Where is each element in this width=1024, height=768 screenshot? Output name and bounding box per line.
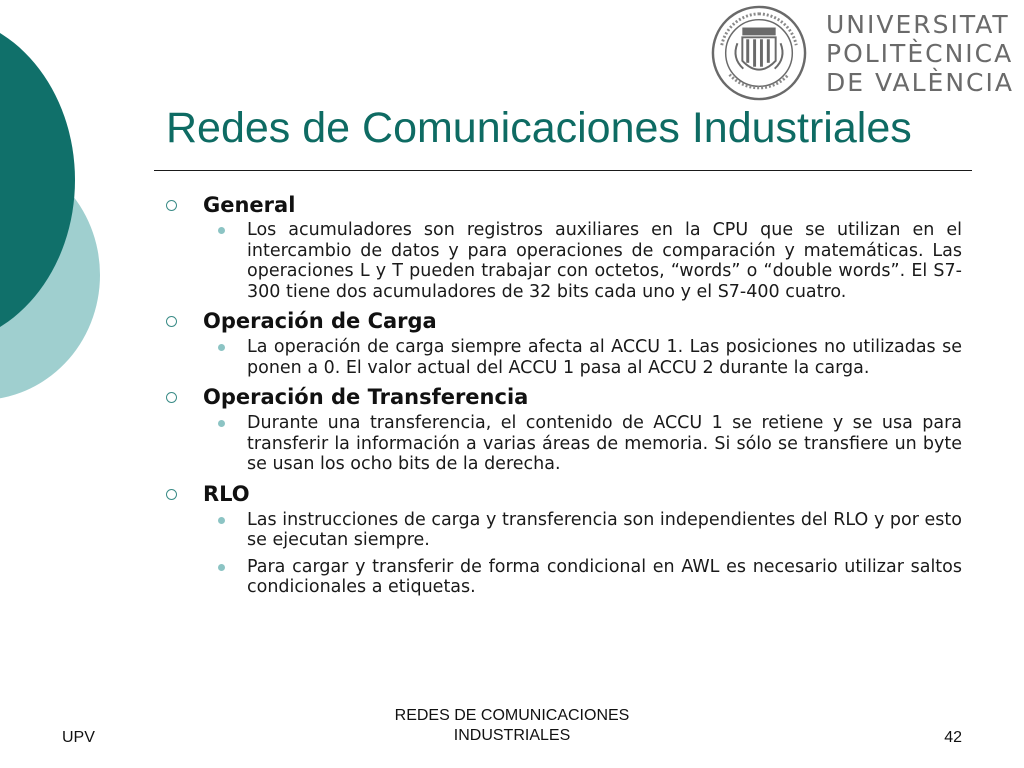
hollow-bullet-icon: [166, 200, 177, 211]
footer-course-title: [362, 706, 662, 746]
bullet-dot-icon: [218, 227, 225, 234]
bullet-item: [160, 337, 968, 378]
bullet-text: Los acumuladores son registros auxiliares en la CPU que se utilizan en el intercambio de datos y para operaciones de comparación y matemáticas. Las operaciones L y T pueden trabajar con octetos, “words” o “double words”. El S7-300 tiene dos acumuladores de 32 bits cada uno y el S7-400 cuatro.: [247, 220, 962, 302]
university-name: [826, 10, 1014, 97]
footer-course-line: INDUSTRIALES: [453, 727, 571, 744]
bullet-item: [160, 557, 968, 598]
section-heading: [160, 384, 968, 410]
section-heading: [160, 481, 968, 507]
hollow-bullet-icon: [166, 489, 177, 500]
section-heading: [160, 192, 968, 218]
section-heading-text: RLO: [203, 481, 250, 506]
university-name-line: UNIVERSITAT: [826, 10, 1010, 39]
university-name-line: POLITÈCNICA: [826, 39, 1014, 68]
bullet-dot-icon: [218, 517, 225, 524]
section-heading-text: Operación de Transferencia: [203, 385, 529, 409]
slide-content: [160, 192, 968, 598]
bullet-text: Durante una transferencia, el contenido de ACCU 1 se retiene y se usa para transferir la información a varias áreas de memoria. Si sólo se transfiere un byte se usan los ocho bits de la derecha.: [247, 413, 962, 474]
bullet-item: [160, 413, 968, 475]
bullet-dot-icon: [218, 564, 225, 571]
section-rlo: [160, 481, 968, 598]
bullet-text: La operación de carga siempre afecta al ACCU 1. Las posiciones no utilizadas se ponen a 0. El valor actual del ACCU 1 pasa al ACCU 2 durante la carga.: [247, 337, 962, 378]
slide-title: Redes de Comunicaciones Industriales: [166, 104, 912, 152]
hollow-bullet-icon: [166, 316, 177, 327]
slide-number: 42: [944, 729, 962, 746]
section-heading-text: Operación de Carga: [203, 309, 437, 333]
section-general: [160, 192, 968, 302]
title-divider: [154, 170, 972, 171]
section-operacion-carga: [160, 308, 968, 378]
footer-course-line: REDES DE COMUNICACIONES: [394, 707, 630, 724]
footer-organization: UPV: [62, 729, 95, 746]
section-heading-text: General: [203, 193, 296, 217]
bullet-dot-icon: [218, 420, 225, 427]
university-logo: [708, 4, 1014, 104]
section-heading: [160, 308, 968, 334]
bullet-dot-icon: [218, 344, 225, 351]
bullet-text: Las instrucciones de carga y transferencia son independientes del RLO y por esto se ejecutan siempre.: [247, 509, 962, 550]
hollow-bullet-icon: [166, 392, 177, 403]
bullet-item: [160, 220, 968, 302]
bullet-text: Para cargar y transferir de forma condicional en AWL es necesario utilizar saltos condicionales a etiquetas.: [247, 556, 962, 597]
university-seal-icon: [710, 4, 808, 102]
section-operacion-transferencia: [160, 384, 968, 475]
bullet-item: [160, 510, 968, 551]
university-name-line: DE VALÈNCIA: [826, 68, 1014, 97]
